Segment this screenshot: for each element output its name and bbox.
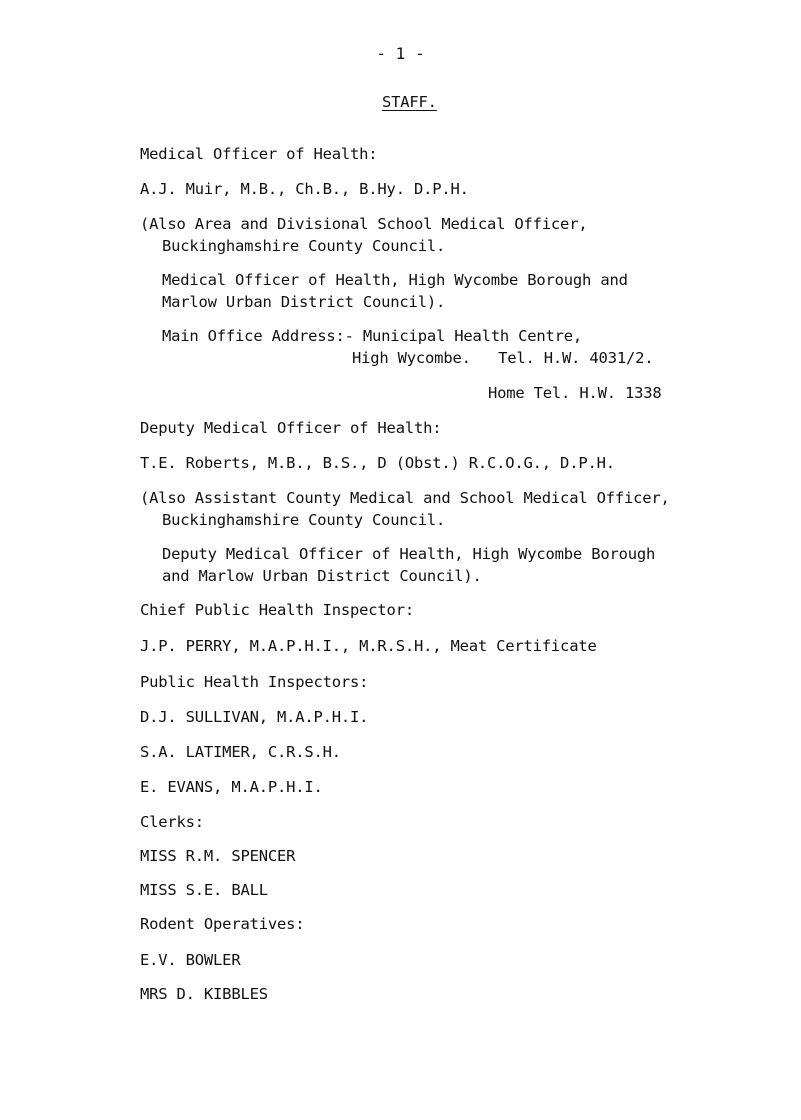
clerks-title: Clerks: [140,813,204,831]
moh-note-line-2: Buckinghamshire County Council. [162,237,446,255]
moh-title: Medical Officer of Health: [140,145,378,163]
inspector-name: S.A. LATIMER, C.R.S.H. [140,743,341,761]
inspector-name: E. EVANS, M.A.P.H.I. [140,778,323,796]
deputy-note-line-2: Buckinghamshire County Council. [162,511,446,529]
moh-note-line-1: (Also Area and Divisional School Medical Officer, [140,215,588,233]
deputy-note-line-3: Deputy Medical Officer of Health, High Wycombe Borough [162,545,656,563]
deputy-note-line-4: and Marlow Urban District Council). [162,567,482,585]
moh-note-line-3: Medical Officer of Health, High Wycombe Borough and [162,271,628,289]
clerk-name: MISS S.E. BALL [140,881,268,899]
moh-address-line-2: High Wycombe. Tel. H.W. 4031/2. [352,349,654,367]
deputy-title: Deputy Medical Officer of Health: [140,419,442,437]
clerk-name: MISS R.M. SPENCER [140,847,296,865]
moh-note-line-4: Marlow Urban District Council). [162,293,446,311]
inspector-name: D.J. SULLIVAN, M.A.P.H.I. [140,708,369,726]
moh-home-tel: Home Tel. H.W. 1338 [488,384,662,402]
deputy-name: T.E. Roberts, M.B., B.S., D (Obst.) R.C.O.G., D.P.H. [140,454,615,472]
staff-heading: STAFF. [382,93,437,111]
rodent-operative-name: MRS D. KIBBLES [140,985,268,1003]
page-number: - 1 - [376,44,425,63]
chief-inspector-title: Chief Public Health Inspector: [140,601,414,619]
deputy-note-line-1: (Also Assistant County Medical and School Medical Officer, [140,489,670,507]
moh-address-line-1: Main Office Address:- Municipal Health Centre, [162,327,583,345]
rodent-title: Rodent Operatives: [140,915,305,933]
inspectors-title: Public Health Inspectors: [140,673,369,691]
chief-inspector-name: J.P. PERRY, M.A.P.H.I., M.R.S.H., Meat Certificate [140,637,597,655]
moh-name: A.J. Muir, M.B., Ch.B., B.Hy. D.P.H. [140,180,469,198]
rodent-operative-name: E.V. BOWLER [140,951,241,969]
